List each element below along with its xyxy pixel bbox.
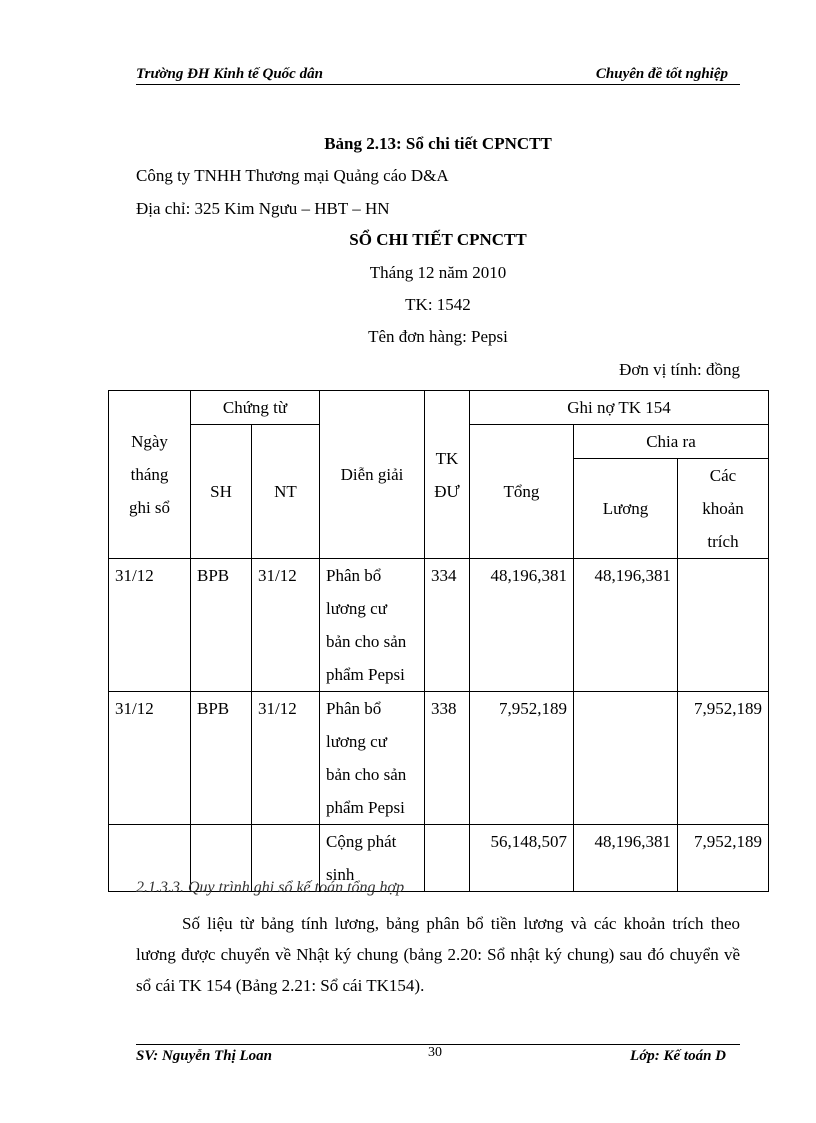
company-name: Công ty TNHH Thương mại Quảng cáo D&A (136, 166, 449, 185)
header-rule (136, 84, 740, 85)
cell-nt: 31/12 (252, 692, 320, 825)
cell-salary: 48,196,381 (574, 559, 678, 692)
company-address: Địa chỉ: 325 Kim Ngưu – HBT – HN (136, 199, 390, 218)
cell-desc: Phân bổ lương cư bản cho sản phẩm Pepsi (320, 692, 425, 825)
cell-date: 31/12 (109, 559, 191, 692)
cell-total: 56,148,507 (470, 825, 574, 892)
table-title: Bảng 2.13: Sổ chi tiết CPNCTT (324, 134, 552, 153)
body-paragraph: Số liệu từ bảng tính lương, bảng phân bổ tiền lương và các khoản trích theo lương được chuyển về Nhật ký chung (bảng 2.20: Sổ nhật ký chung) sau đó chuyển về sổ cái TK 154 (Bảng 2.21: Sổ cái TK154). (136, 914, 740, 995)
col-nt-header: NT (252, 425, 320, 559)
cell-salary: 48,196,381 (574, 825, 678, 892)
header-topic: Chuyên đề tốt nghiệp (595, 66, 728, 82)
cell-salary (574, 692, 678, 825)
col-debit-header: Ghi nợ TK 154 (470, 391, 769, 425)
col-date-header: Ngày tháng ghi sổ (109, 391, 191, 559)
cell-deductions: 7,952,189 (678, 825, 769, 892)
table-row (109, 692, 769, 825)
header-school: Trường ĐH Kinh tế Quốc dân (136, 66, 323, 82)
footer-student: SV: Nguyễn Thị Loan (136, 1048, 272, 1064)
cell-deductions: 7,952,189 (678, 692, 769, 825)
cell-sh: BPB (191, 559, 252, 692)
cell-sh: BPB (191, 692, 252, 825)
cell-tk: 334 (425, 559, 470, 692)
account: TK: 1542 (405, 295, 471, 314)
cell-total: 48,196,381 (470, 559, 574, 692)
cell-desc: Phân bổ lương cư bản cho sản phẩm Pepsi (320, 559, 425, 692)
col-tk-header: TK ĐƯ (425, 391, 470, 559)
col-breakdown-header: Chia ra (574, 425, 769, 459)
cell-totals-label: Cộng phát sinh (320, 825, 425, 892)
page-number: 30 (428, 1045, 442, 1060)
cell-deductions (678, 559, 769, 692)
ledger-table (108, 390, 769, 892)
section-heading: 2.1.3.3. Quy trình ghi sổ kế toán tổng hợp (136, 879, 405, 896)
period: Tháng 12 năm 2010 (369, 263, 507, 282)
col-salary-header: Lương (574, 459, 678, 559)
cell-total: 7,952,189 (470, 692, 574, 825)
cell-date: 31/12 (109, 692, 191, 825)
cell-nt: 31/12 (252, 559, 320, 692)
ledger-title: SỔ CHI TIẾT CPNCTT (349, 230, 527, 249)
col-sh-header: SH (191, 425, 252, 559)
col-deductions-header: Các khoản trích (678, 459, 769, 559)
footer-class: Lớp: Kế toán D (630, 1048, 726, 1064)
col-voucher-header: Chứng từ (191, 391, 320, 425)
unit-label: Đơn vị tính: đồng (619, 360, 740, 379)
col-desc-header: Diễn giải (320, 391, 425, 559)
cell-tk: 338 (425, 692, 470, 825)
col-total-header: Tổng (470, 425, 574, 559)
order-name: Tên đơn hàng: Pepsi (368, 327, 508, 346)
cell-empty (425, 825, 470, 892)
table-row (109, 559, 769, 692)
